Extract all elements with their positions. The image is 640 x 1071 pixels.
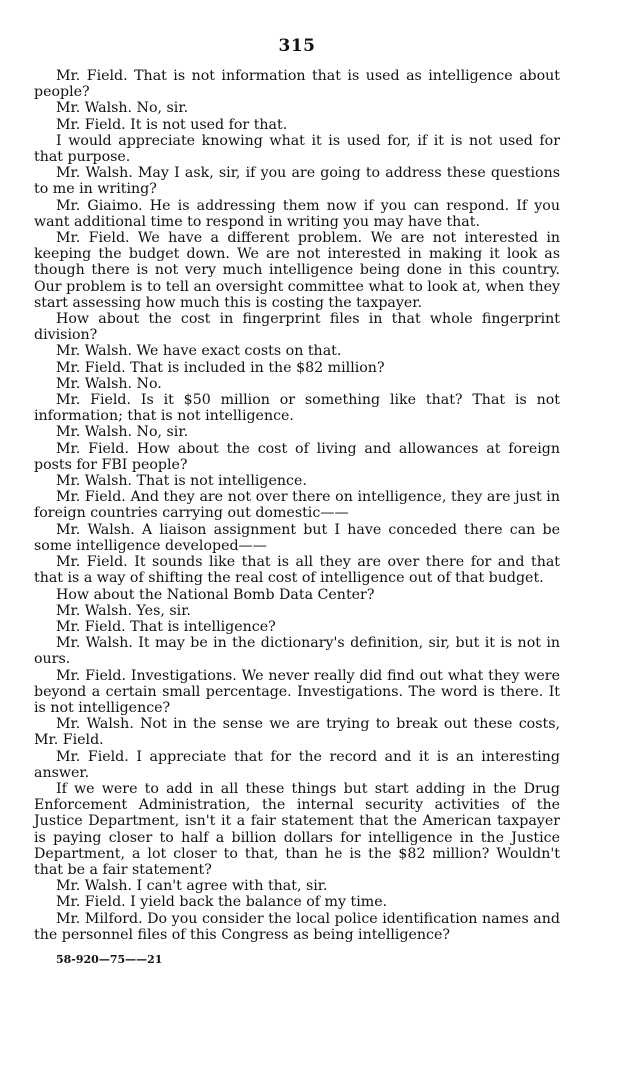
paragraph: Mr. Walsh. I can't agree with that, sir. — [56, 878, 328, 895]
paragraph: Mr. Walsh. Yes, sir. — [56, 602, 191, 619]
paragraph: Mr. Field. We have a different problem. We are not interested in keeping the budget down. We are not interested in making it look as though there is not very much intelligence being done in this country. Our problem is to tell an oversight committee what to look at, when they start assessing how much this is costing the taxpayer. — [34, 230, 560, 311]
print-code-footer: 58-920—75——21 — [56, 952, 163, 966]
paragraph: Mr. Giaimo. He is addressing them now if you can respond. If you want additional time to respond in writing you may have that. — [34, 197, 560, 230]
paragraph: Mr. Field. Is it $50 million or something like that? That is not information; that is not intelligence. — [34, 392, 560, 425]
paragraph: Mr. Walsh. No, sir. — [56, 424, 189, 441]
paragraph: Mr. Walsh. Not in the sense we are trying to break out these costs, Mr. Field. — [34, 716, 560, 749]
paragraph: Mr. Walsh. It may be in the dictionary's definition, sir, but it is not in ours. — [34, 635, 560, 668]
paragraph: How about the National Bomb Data Center? — [56, 586, 375, 603]
paragraph: I would appreciate knowing what it is used for, if it is not used for that purpose. — [34, 132, 560, 166]
paragraph: Mr. Field. That is not information that is used as intelligence about people? — [34, 68, 560, 101]
paragraph: Mr. Field. And they are not over there on intelligence, they are just in foreign countries carrying out domestic—— — [34, 489, 560, 522]
paragraph: Mr. Walsh. May I ask, sir, if you are going to address these questions to me in writing? — [34, 165, 560, 198]
paragraph: Mr. Field. How about the cost of living and allowances at foreign posts for FBI people? — [34, 440, 560, 473]
paragraph: Mr. Field. Investigations. We never really did find out what they were beyond a certain small percentage. Investigations. The word is there. It is not intelligence? — [34, 667, 560, 716]
paragraph: Mr. Walsh. No, sir. — [56, 100, 189, 117]
transcript-body — [34, 68, 560, 943]
paragraph: Mr. Walsh. No. — [56, 375, 162, 392]
paragraph: Mr. Walsh. That is not intelligence. — [56, 473, 307, 490]
paragraph: Mr. Field. I appreciate that for the record and it is an interesting answer. — [34, 748, 560, 781]
paragraph: Mr. Field. It is not used for that. — [56, 116, 288, 133]
document-page — [34, 36, 560, 966]
paragraph: Mr. Field. I yield back the balance of my time. — [56, 894, 388, 911]
paragraph: Mr. Walsh. We have exact costs on that. — [56, 343, 342, 360]
page-number: 315 — [278, 36, 316, 56]
paragraph: Mr. Milford. Do you consider the local police identification names and the personnel files of this Congress as being intelligence? — [34, 910, 560, 943]
paragraph: Mr. Field. That is intelligence? — [56, 618, 276, 635]
paragraph: Mr. Walsh. A liaison assignment but I have conceded there can be some intelligence developed—— — [34, 521, 560, 554]
paragraph: Mr. Field. It sounds like that is all they are over there for and that that is a way of shifting the real cost of intelligence out of that budget. — [34, 554, 560, 587]
paragraph: How about the cost in fingerprint files in that whole fingerprint division? — [34, 311, 560, 344]
paragraph: Mr. Field. That is included in the $82 million? — [56, 359, 385, 376]
paragraph: If we were to add in all these things but start adding in the Drug Enforcement Administration, the internal security activities of the Justice Department, isn't it a fair statement that the American taxpayer is paying closer to half a billion dollars for intelligence in the Justice Department, a lot closer to that, than he is the $82 million? Wouldn't that be a fair statement? — [34, 780, 560, 878]
